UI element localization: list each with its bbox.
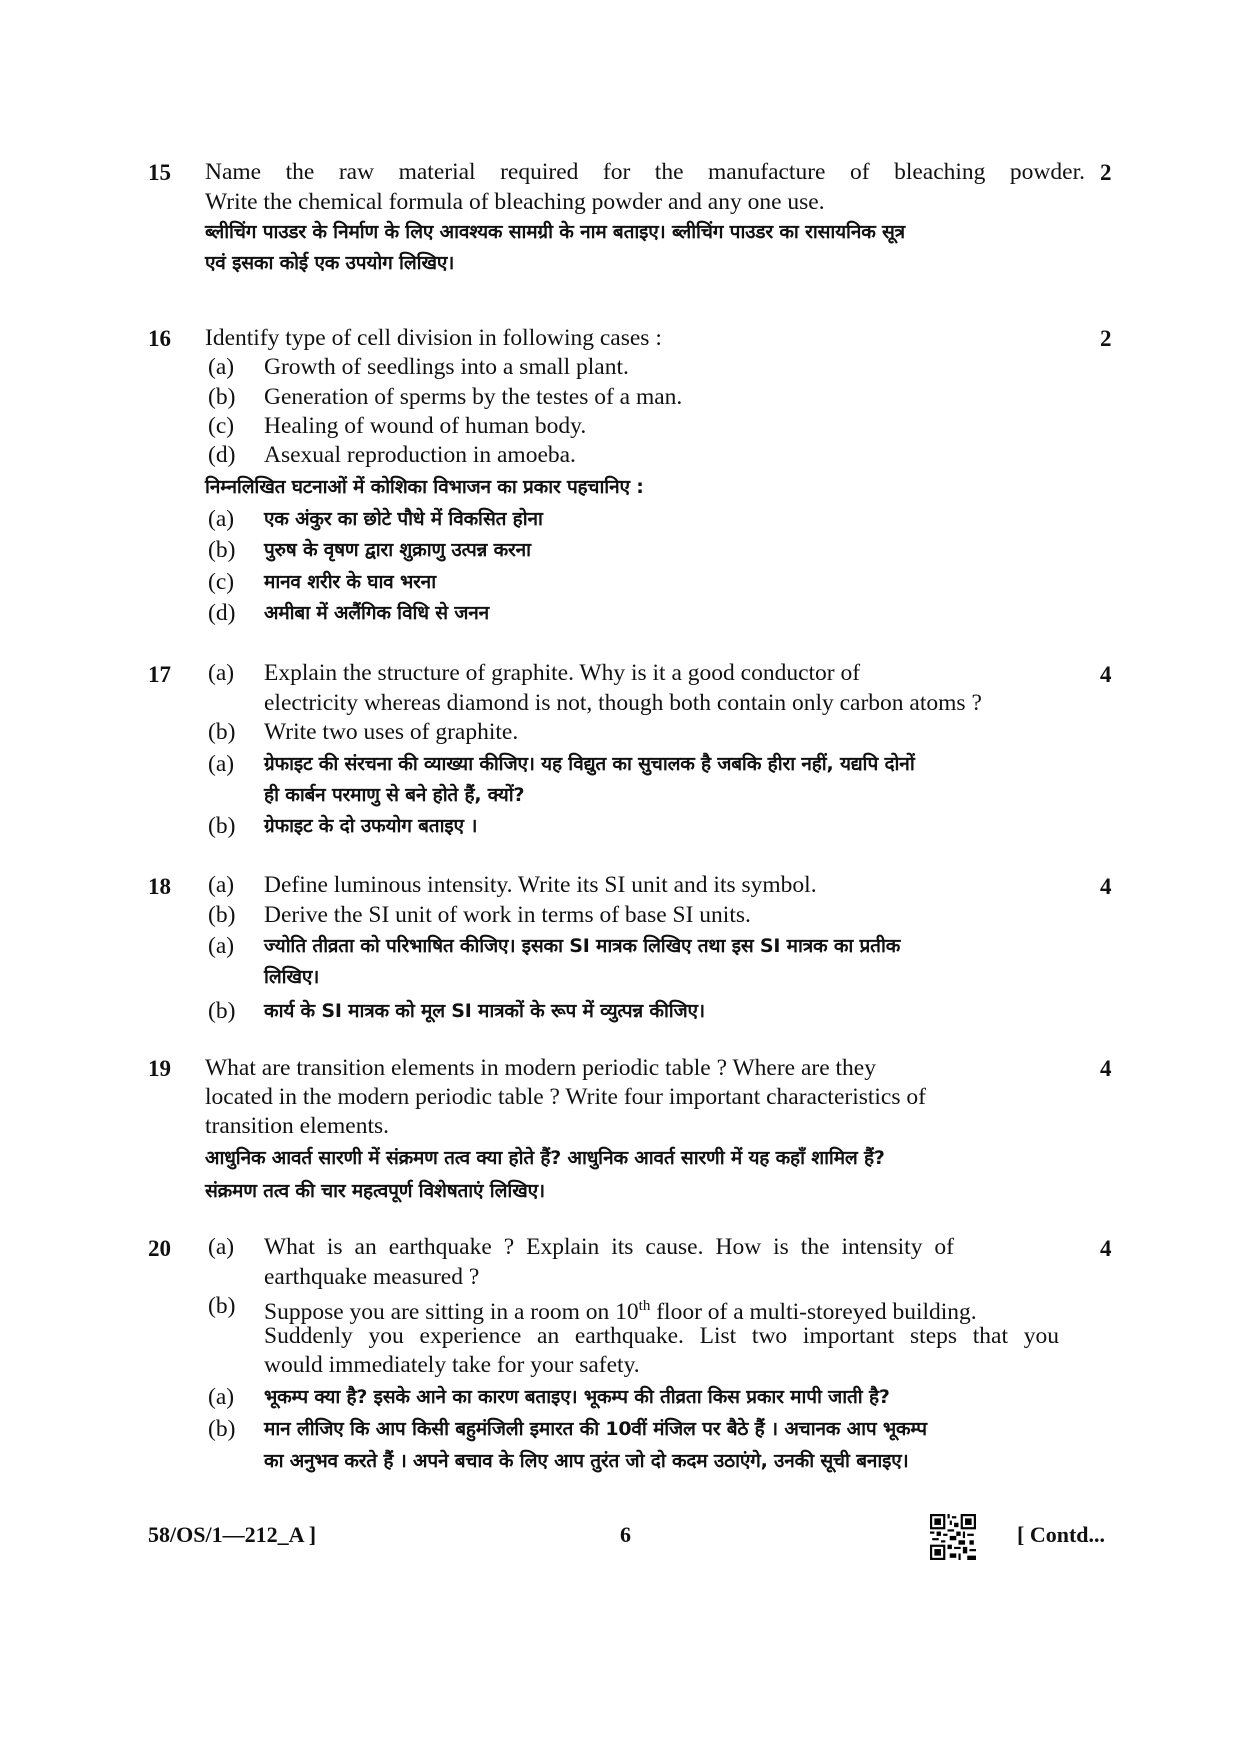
part-text-hindi: लिखिए।: [264, 966, 320, 988]
part-text-hindi: ग्रेफाइट की संरचना की व्याख्या कीजिए। यह विद्युत का सुचालक है जबकि हीरा नहीं, यद्यपि दोनों: [264, 753, 915, 775]
part-text-segment: floor of a multi-storeyed building.: [650, 1298, 977, 1325]
part-label: (a): [208, 354, 235, 380]
part-label: (b): [208, 719, 236, 745]
part-text: would immediately take for your safety.: [264, 1352, 640, 1378]
part-text-hindi: अमीबा में अलैंगिक विधि से जनन: [264, 602, 489, 624]
question-text: Name the raw material required for the manufacture of bleaching powder.: [205, 159, 1085, 185]
question-text: Write the chemical formula of bleaching powder and any one use.: [205, 189, 825, 215]
part-text-hindi: ग्रेफाइट के दो उफयोग बताइए ।: [264, 815, 478, 837]
question-text: transition elements.: [205, 1113, 390, 1139]
superscript: th: [638, 1298, 651, 1314]
part-text-hindi: मान लीजिए कि आप किसी बहुमंजिली इमारत की 10वीं मंजिल पर बैठे हैं । अचानक आप भूकम्प: [264, 1418, 927, 1440]
part-text-hindi: एक अंकुर का छोटे पौधे में विकसित होना: [264, 508, 543, 530]
part-text-segment: Suppose you are sitting in a room on 10: [264, 1298, 639, 1325]
qr-code-icon: [930, 1514, 976, 1560]
question-marks: 2: [1100, 160, 1112, 185]
part-text-hindi: का अनुभव करते हैं । अपने बचाव के लिए आप तुरंत जो दो कदम उठाएंगे, उनकी सूची बनाइए।: [264, 1450, 909, 1472]
question-number: 15: [148, 160, 171, 185]
question-text-hindi: आधुनिक आवर्त सारणी में संक्रमण तत्व क्या होते हैं? आधुनिक आवर्त सारणी में यह कहाँ शामिल हैं?: [205, 1147, 885, 1169]
part-label: (a): [208, 660, 235, 686]
part-label: (a): [208, 1384, 235, 1410]
part-label: (b): [208, 998, 236, 1024]
question-marks: 4: [1100, 874, 1112, 899]
part-text: Define luminous intensity. Write its SI unit and its symbol.: [264, 872, 817, 898]
part-text: Growth of seedlings into a small plant.: [264, 354, 629, 380]
part-text-hindi: भूकम्प क्या है? इसके आने का कारण बताइए। भूकम्प की तीव्रता किस प्रकार मापी जाती है?: [264, 1386, 890, 1408]
part-label: (a): [208, 1234, 235, 1260]
part-text-hindi: पुरुष के वृषण द्वारा शुक्राणु उत्पन्न करना: [264, 539, 531, 561]
question-text-hindi: ब्लीचिंग पाउडर के निर्माण के लिए आवश्यक सामग्री के नाम बताइए। ब्लीचिंग पाउडर का रासायनिक सूत्र: [205, 221, 905, 243]
part-text: Generation of sperms by the testes of a man.: [264, 384, 683, 410]
part-label: (c): [208, 413, 235, 439]
question-number: 18: [148, 874, 171, 899]
part-label: (d): [208, 600, 236, 626]
question-number: 16: [148, 326, 171, 351]
part-label: (b): [208, 1293, 236, 1319]
question-text: What are transition elements in modern periodic table ? Where are they: [205, 1055, 876, 1081]
part-text: electricity whereas diamond is not, though both contain only carbon atoms ?: [264, 690, 982, 716]
question-marks: 4: [1100, 662, 1112, 687]
part-label: (b): [208, 902, 236, 928]
part-label: (a): [208, 751, 235, 777]
page-number: 6: [620, 1522, 631, 1547]
part-text: Write two uses of graphite.: [264, 719, 519, 745]
part-text: Suddenly you experience an earthquake. List two important steps that you: [264, 1323, 1059, 1349]
part-label: (a): [208, 933, 235, 959]
question-number: 17: [148, 662, 171, 687]
part-text-hindi: कार्य के SI मात्रक को मूल SI मात्रकों के रूप में व्युत्पन्न कीजिए।: [264, 1000, 705, 1022]
continued-label: [ Contd...: [1017, 1522, 1106, 1547]
part-text: Explain the structure of graphite. Why is it a good conductor of: [264, 660, 861, 686]
part-text-hindi: ज्योति तीव्रता को परिभाषित कीजिए। इसका SI मात्रक लिखिए तथा इस SI मात्रक का प्रतीक: [264, 935, 901, 957]
part-text: Healing of wound of human body.: [264, 413, 587, 439]
part-label: (d): [208, 442, 236, 468]
part-text: earthquake measured ?: [264, 1264, 480, 1290]
part-text: What is an earthquake ? Explain its cause. How is the intensity of: [264, 1234, 954, 1260]
part-label: (b): [208, 1416, 236, 1442]
question-marks: 4: [1100, 1236, 1112, 1261]
question-text-hindi: एवं इसका कोई एक उपयोग लिखिए।: [205, 252, 455, 274]
part-label: (b): [208, 813, 236, 839]
part-label: (b): [208, 537, 236, 563]
paper-code: 58/OS/1—212_A ]: [148, 1522, 317, 1547]
part-label: (a): [208, 506, 235, 532]
part-label: (a): [208, 872, 235, 898]
part-text-hindi: ही कार्बन परमाणु से बने होते हैं, क्यों?: [264, 784, 525, 806]
question-number: 19: [148, 1056, 171, 1081]
question-number: 20: [148, 1236, 171, 1261]
question-marks: 2: [1100, 326, 1112, 351]
part-label: (b): [208, 384, 236, 410]
part-text-hindi: मानव शरीर के घाव भरना: [264, 571, 436, 593]
question-marks: 4: [1100, 1056, 1112, 1081]
part-label: (c): [208, 569, 235, 595]
part-text: Asexual reproduction in amoeba.: [264, 442, 576, 468]
question-text-hindi: संक्रमण तत्व की चार महत्वपूर्ण विशेषताएं लिखिए।: [205, 1180, 545, 1202]
question-text-hindi: निम्नलिखित घटनाओं में कोशिका विभाजन का प्रकार पहचानिए :: [205, 476, 644, 498]
question-text: Identify type of cell division in following cases :: [205, 325, 662, 351]
question-text: located in the modern periodic table ? Write four important characteristics of: [205, 1084, 926, 1110]
part-text: Derive the SI unit of work in terms of base SI units.: [264, 902, 751, 928]
